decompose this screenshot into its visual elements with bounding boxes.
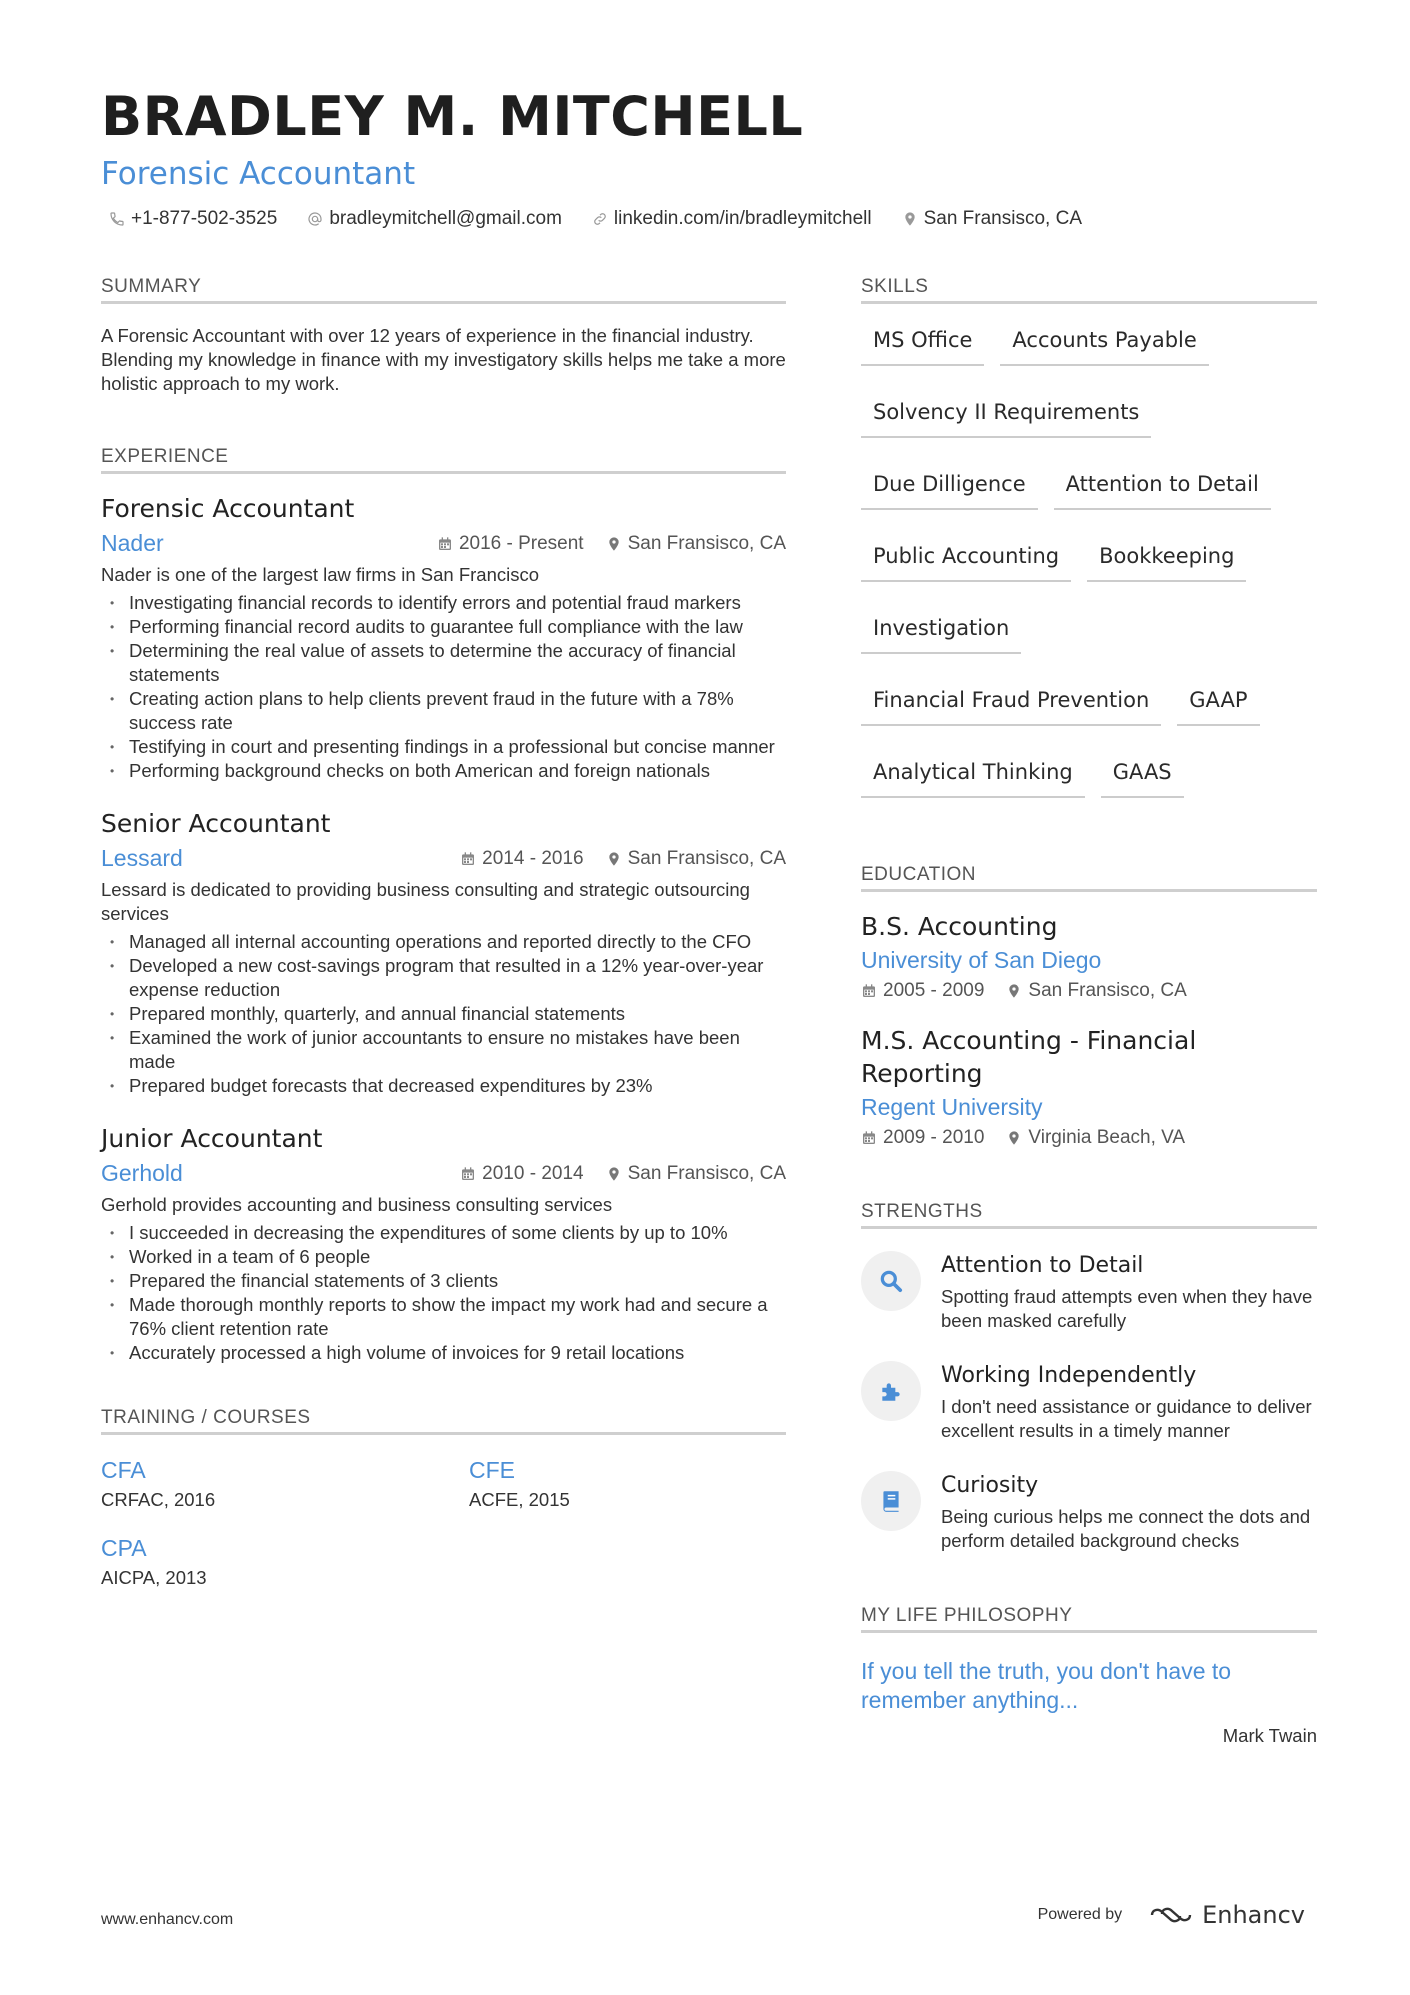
contact-phone-text: +1-877-502-3525 — [131, 208, 278, 229]
education-location-text: Virginia Beach, VA — [1028, 1127, 1186, 1148]
education-school: University of San Diego — [861, 947, 1102, 973]
education-entry — [861, 910, 1317, 1002]
job-company: Nader — [101, 530, 164, 556]
contact-phone[interactable] — [109, 208, 277, 230]
job-bullet: • Worked in a team of 6 people — [101, 1245, 786, 1269]
philosophy-quote: If you tell the truth, you don't have to remember anything... — [861, 1658, 1232, 1713]
strength-item — [861, 1251, 1317, 1333]
job-title: Forensic Accountant — [101, 494, 355, 523]
course-name: CFA — [101, 1457, 146, 1483]
phone-icon — [109, 211, 125, 227]
job-location — [606, 533, 786, 555]
skill-tag: Investigation — [861, 614, 1021, 654]
summary-text: A Forensic Accountant with over 12 years of experience in the financial industry. Blending my knowledge in finance with my investigatory skills helps me take a more holistic approach to my work. — [101, 325, 786, 394]
job-bullet: • Accurately processed a high volume of invoices for 9 retail locations — [101, 1341, 786, 1365]
calendar-icon — [460, 851, 476, 867]
education-heading: EDUCATION — [861, 864, 1317, 892]
calendar-icon — [861, 1130, 877, 1146]
job-location-text: San Fransisco, CA — [627, 1162, 786, 1184]
location-pin-icon — [606, 536, 622, 552]
job-location — [606, 848, 786, 870]
location-pin-icon — [606, 1166, 622, 1182]
strength-description: Spotting fraud attempts even when they have been masked carefully — [941, 1286, 1313, 1331]
education-location-text: San Fransisco, CA — [1028, 980, 1187, 1001]
location-pin-icon — [902, 211, 918, 227]
skill-tag: Public Accounting — [861, 542, 1071, 582]
enhancv-logo[interactable] — [1148, 1901, 1305, 1929]
course-provider: AICPA, 2013 — [101, 1567, 207, 1588]
job-description: Gerhold provides accounting and business consulting services — [101, 1194, 613, 1215]
skills-heading: SKILLS — [861, 276, 1317, 304]
job-bullet: • Prepared the financial statements of 3 clients — [101, 1269, 786, 1293]
job-bullets — [101, 930, 786, 1098]
puzzle-icon — [878, 1378, 904, 1404]
education-meta — [861, 1127, 1317, 1149]
education-dates-text: 2005 - 2009 — [883, 980, 985, 1001]
link-icon — [592, 211, 608, 227]
education-dates — [861, 1127, 984, 1149]
skill-tag: MS Office — [861, 326, 984, 366]
strength-title: Attention to Detail — [941, 1253, 1144, 1278]
summary-heading: SUMMARY — [101, 276, 786, 304]
strength-icon-badge — [861, 1251, 921, 1311]
course-item — [101, 1533, 469, 1589]
strength-icon-badge — [861, 1471, 921, 1531]
job-company: Gerhold — [101, 1160, 183, 1186]
job-location-text: San Fransisco, CA — [627, 847, 786, 869]
strength-body — [941, 1361, 1317, 1443]
job-description: Lessard is dedicated to providing business consulting and strategic outsourcing services — [101, 879, 750, 924]
job-bullet: • I succeeded in decreasing the expenditures of some clients by up to 10% — [101, 1221, 786, 1245]
job-bullet: • Creating action plans to help clients prevent fraud in the future with a 78% success rate — [101, 687, 786, 735]
job-title: Senior Accountant — [101, 809, 331, 838]
person-name: BRADLEY M. MITCHELL — [101, 85, 804, 148]
contact-location-text: San Fransisco, CA — [923, 208, 1082, 229]
skill-tag: Solvency II Requirements — [861, 398, 1151, 438]
job-bullet: • Performing background checks on both American and foreign nationals — [101, 759, 786, 783]
job-bullets — [101, 1221, 786, 1365]
resume-header — [101, 82, 1321, 230]
courses-grid — [101, 1455, 786, 1589]
strengths-heading: STRENGTHS — [861, 1201, 1317, 1229]
skill-tag: GAAS — [1101, 758, 1184, 798]
footer-website[interactable]: www.enhancv.com — [101, 1911, 234, 1928]
skill-tag: Due Dilligence — [861, 470, 1038, 510]
skill-tag: Attention to Detail — [1054, 470, 1271, 510]
education-list — [861, 910, 1317, 1149]
powered-by-label: Powered by — [1037, 1906, 1123, 1923]
education-school: Regent University — [861, 1094, 1043, 1120]
job-dates — [460, 1163, 583, 1185]
book-icon — [878, 1488, 904, 1514]
job-dates-text: 2010 - 2014 — [482, 1162, 584, 1184]
footer-branding — [1038, 1901, 1305, 1929]
job-bullet: • Prepared budget forecasts that decreased expenditures by 23% — [101, 1074, 786, 1098]
course-provider: ACFE, 2015 — [469, 1489, 570, 1510]
right-column — [861, 276, 1317, 1747]
experience-heading: EXPERIENCE — [101, 446, 786, 474]
skill-tag: Accounts Payable — [1000, 326, 1208, 366]
job-location-text: San Fransisco, CA — [627, 532, 786, 554]
strengths-list — [861, 1251, 1317, 1553]
contact-linkedin[interactable] — [592, 208, 872, 230]
philosophy-author: Mark Twain — [1222, 1725, 1317, 1746]
strength-body — [941, 1251, 1317, 1333]
strength-item — [861, 1361, 1317, 1443]
strength-description: I don't need assistance or guidance to deliver excellent results in a timely manner — [941, 1396, 1312, 1441]
job-meta — [460, 1163, 786, 1185]
job-dates-text: 2016 - Present — [458, 532, 584, 554]
contact-location — [902, 208, 1082, 230]
education-entry — [861, 1024, 1317, 1149]
training-heading: TRAINING / COURSES — [101, 1407, 786, 1435]
calendar-icon — [437, 536, 453, 552]
strength-body — [941, 1471, 1317, 1553]
course-name: CFE — [469, 1457, 515, 1483]
strength-description: Being curious helps me connect the dots and perform detailed background checks — [941, 1506, 1311, 1551]
job-bullet: • Performing financial record audits to guarantee full compliance with the law — [101, 615, 786, 639]
contact-linkedin-text: linkedin.com/in/bradleymitchell — [613, 208, 872, 229]
job-subheader — [101, 1160, 786, 1187]
calendar-icon — [460, 1166, 476, 1182]
education-degree: M.S. Accounting - Financial Reporting — [861, 1026, 1197, 1088]
enhancv-logo-icon — [1148, 1903, 1194, 1927]
strength-title: Curiosity — [941, 1473, 1039, 1498]
course-item — [469, 1455, 769, 1511]
strength-item — [861, 1471, 1317, 1553]
job-subheader — [101, 530, 786, 557]
job-bullet: • Investigating financial records to identify errors and potential fraud markers — [101, 591, 786, 615]
skill-tag: GAAP — [1177, 686, 1259, 726]
location-pin-icon — [1006, 983, 1022, 999]
education-meta — [861, 980, 1317, 1002]
job-dates-text: 2014 - 2016 — [482, 847, 584, 869]
location-pin-icon — [1006, 1130, 1022, 1146]
person-title: Forensic Accountant — [101, 156, 416, 192]
philosophy-heading: MY LIFE PHILOSOPHY — [861, 1605, 1317, 1633]
skill-tag: Bookkeeping — [1087, 542, 1246, 582]
left-column — [101, 276, 786, 1589]
job-bullets — [101, 591, 786, 783]
course-provider: CRFAC, 2016 — [101, 1489, 216, 1510]
strength-icon-badge — [861, 1361, 921, 1421]
education-location — [1006, 1127, 1185, 1149]
job-bullet: • Testifying in court and presenting findings in a professional but concise manner — [101, 735, 786, 759]
strength-title: Working Independently — [941, 1363, 1197, 1388]
job-title: Junior Accountant — [101, 1124, 323, 1153]
course-item — [101, 1455, 469, 1511]
education-location — [1006, 980, 1186, 1002]
enhancv-logo-text: Enhancv — [1202, 1901, 1305, 1929]
job-bullet: • Developed a new cost-savings program that resulted in a 12% year-over-year expense reduction — [101, 954, 786, 1002]
job-location — [606, 1163, 786, 1185]
at-icon — [307, 211, 323, 227]
contact-bar — [109, 208, 1321, 230]
job-entry — [101, 492, 786, 783]
job-meta — [437, 533, 786, 555]
job-bullet: • Determining the real value of assets to determine the accuracy of financial statements — [101, 639, 786, 687]
job-bullet: • Prepared monthly, quarterly, and annual financial statements — [101, 1002, 786, 1026]
job-bullet: • Examined the work of junior accountants to ensure no mistakes have been made — [101, 1026, 786, 1074]
skill-tag: Analytical Thinking — [861, 758, 1085, 798]
job-company: Lessard — [101, 845, 183, 871]
job-dates — [437, 533, 584, 555]
skills-list — [861, 326, 1317, 798]
job-subheader — [101, 845, 786, 872]
job-bullet: • Managed all internal accounting operations and reported directly to the CFO — [101, 930, 786, 954]
job-entry — [101, 807, 786, 1098]
job-meta — [460, 848, 786, 870]
education-dates-text: 2009 - 2010 — [883, 1127, 985, 1148]
job-dates — [460, 848, 583, 870]
calendar-icon — [861, 983, 877, 999]
contact-email[interactable] — [307, 208, 562, 230]
course-name: CPA — [101, 1535, 147, 1561]
education-dates — [861, 980, 984, 1002]
contact-email-text: bradleymitchell@gmail.com — [329, 208, 562, 229]
experience-list — [101, 492, 786, 1365]
education-degree: B.S. Accounting — [861, 912, 1058, 941]
location-pin-icon — [606, 851, 622, 867]
skill-tag: Financial Fraud Prevention — [861, 686, 1161, 726]
search-icon — [878, 1268, 904, 1294]
job-entry — [101, 1122, 786, 1365]
job-description: Nader is one of the largest law firms in San Francisco — [101, 564, 540, 585]
job-bullet: • Made thorough monthly reports to show the impact my work had and secure a 76% client retention rate — [101, 1293, 786, 1341]
